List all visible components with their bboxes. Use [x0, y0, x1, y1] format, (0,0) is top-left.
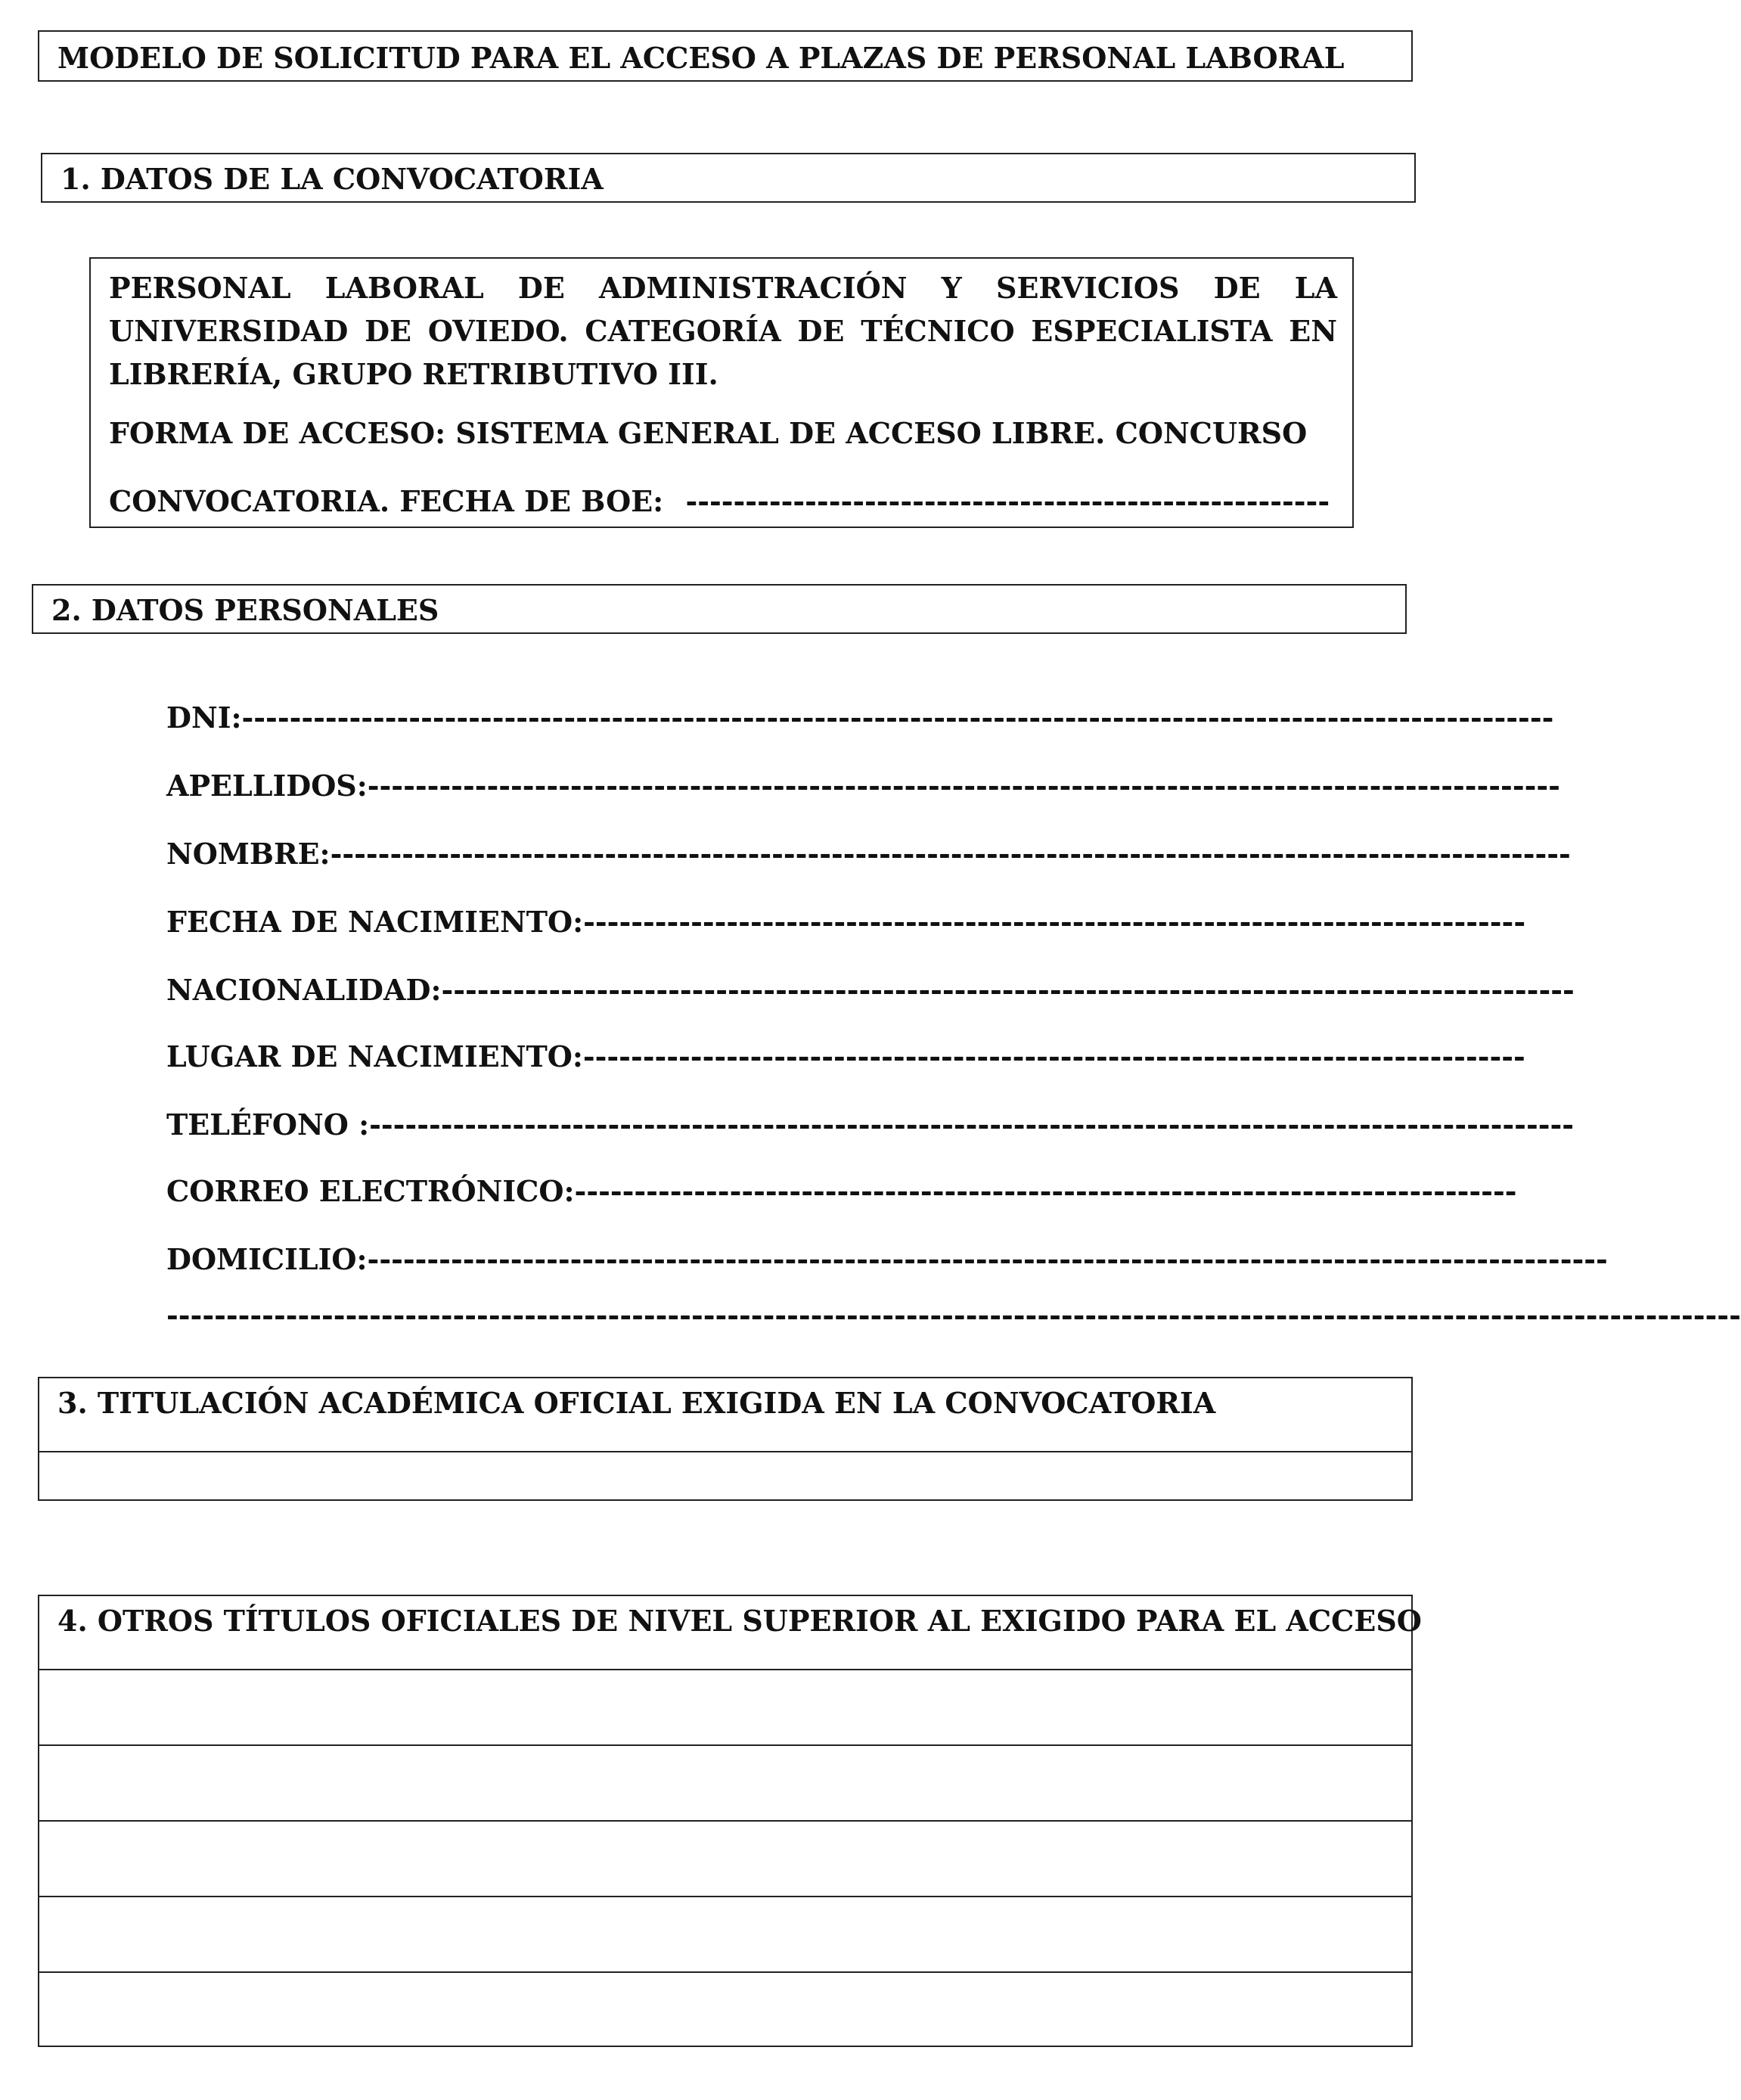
section2-heading: 2. DATOS PERSONALES: [51, 593, 439, 627]
section1-heading: 1. DATOS DE LA CONVOCATORIA: [61, 162, 604, 196]
field-blank[interactable]: --------------------------------------------------------------------------------------------------------: [367, 1242, 1608, 1276]
convocatoria-description: PERSONAL LABORAL DE ADMINISTRACIÓN Y SERVICIOS DE LA UNIVERSIDAD DE OVIEDO. CATEGORÍA DE TÉCNICO ESPECIALISTA EN LIBRERÍA, GRUPO RETRIBUTIVO III.: [109, 271, 1337, 391]
form-title-box: [38, 30, 1413, 82]
otros-titulos-row[interactable]: [39, 1822, 1411, 1894]
forma-acceso-text: FORMA DE ACCESO: SISTEMA GENERAL DE ACCESO LIBRE. CONCURSO: [109, 416, 1308, 450]
nombre-field[interactable]: [166, 837, 1571, 871]
field-blank[interactable]: --------------------------------------------------------------------------------------------------------: [330, 837, 1571, 871]
field-blank[interactable]: -------------------------------------------------------------------------------: [582, 1039, 1525, 1073]
field-blank[interactable]: --------------------------------------------------------------------------------------------------------------: [241, 701, 1554, 735]
field-blank[interactable]: -----------------------------------------------------------------------------------------------: [441, 973, 1575, 1007]
field-blank[interactable]: -------------------------------------------------------------------------------: [583, 905, 1526, 939]
dni-field[interactable]: [166, 701, 1554, 735]
field-blank[interactable]: ------------------------------------------------------------------------------------------------------------------------------------: [166, 1298, 1741, 1332]
correo-electronico-field[interactable]: [166, 1174, 1517, 1208]
telefono-field[interactable]: [166, 1107, 1575, 1142]
titulacion-row[interactable]: [39, 1452, 1411, 1499]
otros-titulos-row[interactable]: [39, 1670, 1411, 1743]
field-label: FECHA DE NACIMIENTO:: [166, 905, 584, 939]
section3-table: [38, 1377, 1413, 1501]
field-label: DNI:: [166, 701, 242, 735]
section4-heading: 4. OTROS TÍTULOS OFICIALES DE NIVEL SUPERIOR AL EXIGIDO PARA EL ACCESO: [57, 1604, 1422, 1638]
domicilio-field[interactable]: [166, 1242, 1608, 1276]
otros-titulos-row[interactable]: [39, 1746, 1411, 1819]
form-title: MODELO DE SOLICITUD PARA EL ACCESO A PLAZAS DE PERSONAL LABORAL: [57, 41, 1345, 75]
domicilio-continuation-field[interactable]: [166, 1298, 1741, 1332]
section4-table: [38, 1595, 1422, 2047]
section2-header: [32, 584, 1407, 634]
field-blank[interactable]: ----------------------------------------------------------------------------------------------------: [367, 769, 1560, 803]
fecha-boe-field[interactable]: ------------------------------------------------------: [685, 484, 1330, 518]
field-label: APELLIDOS:: [166, 769, 368, 803]
fecha-boe-label: CONVOCATORIA. FECHA DE BOE:: [109, 484, 664, 518]
field-label: DOMICILIO:: [166, 1242, 368, 1276]
convocatoria-box: [89, 257, 1354, 528]
fecha-nacimiento-field[interactable]: [166, 905, 1526, 939]
field-label: TELÉFONO :: [166, 1107, 370, 1142]
field-label: NOMBRE:: [166, 837, 331, 871]
otros-titulos-row[interactable]: [39, 1897, 1411, 1970]
apellidos-field[interactable]: [166, 769, 1560, 803]
section3-heading: 3. TITULACIÓN ACADÉMICA OFICIAL EXIGIDA EN LA CONVOCATORIA: [57, 1386, 1216, 1420]
fecha-boe-line: [109, 484, 1330, 518]
field-blank[interactable]: -----------------------------------------------------------------------------------------------------: [369, 1107, 1575, 1142]
section1-header: [41, 153, 1416, 203]
field-label: NACIONALIDAD:: [166, 973, 442, 1007]
nacionalidad-field[interactable]: [166, 973, 1575, 1007]
field-label: CORREO ELECTRÓNICO:: [166, 1174, 575, 1208]
field-label: LUGAR DE NACIMIENTO:: [166, 1039, 583, 1073]
otros-titulos-row[interactable]: [39, 1973, 1411, 2046]
lugar-nacimiento-field[interactable]: [166, 1039, 1525, 1073]
field-blank[interactable]: -------------------------------------------------------------------------------: [574, 1174, 1517, 1208]
